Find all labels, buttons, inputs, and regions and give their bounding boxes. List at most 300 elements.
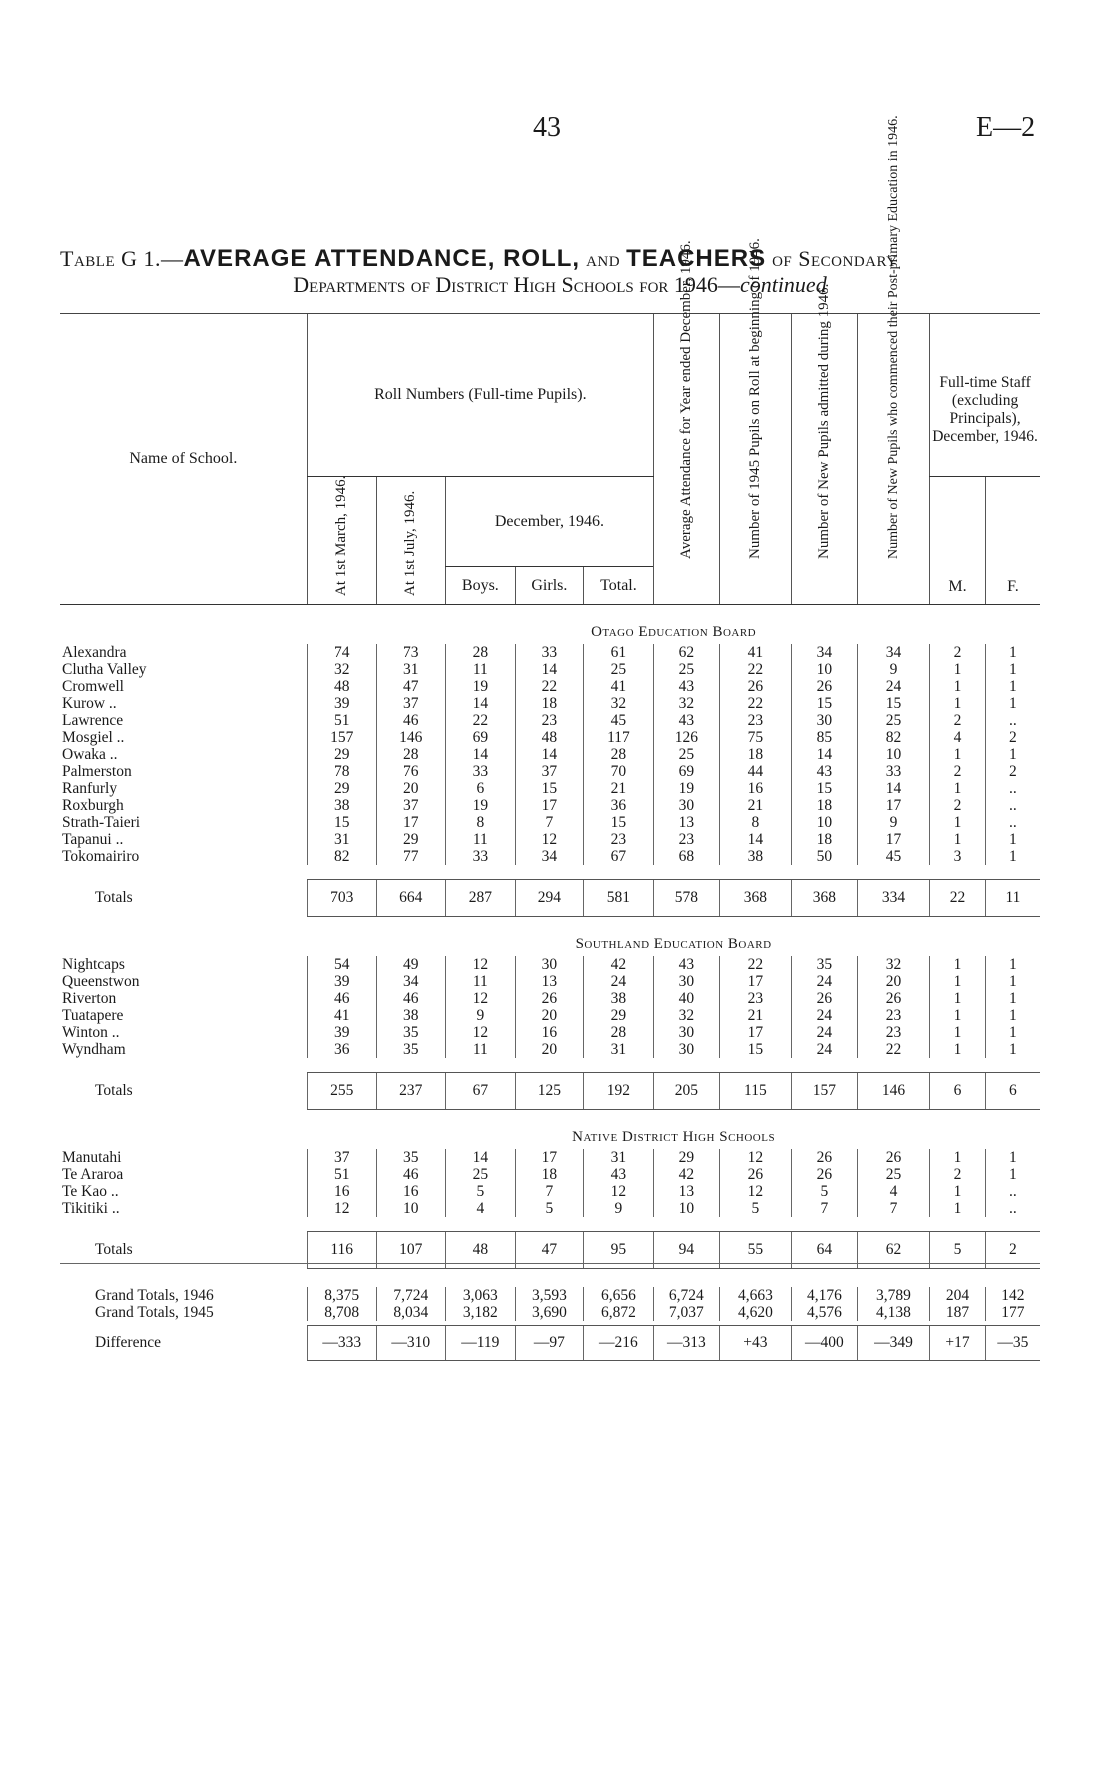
school-row <box>60 1200 1040 1217</box>
row-label: Tapanui .. <box>62 831 124 848</box>
cell: 1 <box>930 1183 986 1200</box>
cell: 255 <box>307 1073 376 1110</box>
cell: 107 <box>376 1232 445 1269</box>
cell: 157 <box>307 729 376 746</box>
cell: 48 <box>307 678 376 695</box>
cell: —333 <box>307 1326 376 1361</box>
cell: 334 <box>857 880 929 917</box>
cell: 1 <box>930 831 986 848</box>
cell: 39 <box>307 1024 376 1041</box>
cell: 126 <box>654 729 720 746</box>
section-heading <box>60 605 1040 645</box>
cell: 9 <box>583 1200 653 1217</box>
cell: 12 <box>445 990 515 1007</box>
cell: 3,063 <box>445 1287 515 1304</box>
cell: 5 <box>792 1183 858 1200</box>
cell: 20 <box>515 1007 583 1024</box>
header-school-name: Name of School. <box>60 314 307 605</box>
cell: 77 <box>376 848 445 865</box>
cell: 14 <box>445 746 515 763</box>
cell: 14 <box>515 661 583 678</box>
cell: 5 <box>930 1232 986 1269</box>
cell: 21 <box>583 780 653 797</box>
cell: 14 <box>792 746 858 763</box>
cell: 6,872 <box>583 1304 653 1321</box>
cell: 1 <box>985 695 1040 712</box>
cell: 14 <box>857 780 929 797</box>
section-spacer <box>60 917 307 957</box>
cell: 95 <box>583 1232 653 1269</box>
header-march: At 1st March, 1946. <box>307 477 376 605</box>
cell: +17 <box>930 1326 986 1361</box>
subtitle-continued: continued <box>739 272 827 297</box>
cell: 7,037 <box>654 1304 720 1321</box>
row-label: Queenstwon <box>62 973 140 990</box>
cell: 1 <box>930 695 986 712</box>
cell: 41 <box>307 1007 376 1024</box>
school-row <box>60 746 1040 763</box>
cell: 64 <box>792 1232 858 1269</box>
header-december: December, 1946. <box>445 477 653 567</box>
row-label: Mosgiel .. <box>62 729 125 746</box>
title-and: and <box>586 246 621 271</box>
cell: 45 <box>857 848 929 865</box>
cell: 50 <box>792 848 858 865</box>
cell: 1 <box>930 678 986 695</box>
cell: 1 <box>985 973 1040 990</box>
school-row <box>60 797 1040 814</box>
cell: 76 <box>376 763 445 780</box>
cell: 44 <box>719 763 791 780</box>
school-row <box>60 780 1040 797</box>
cell: 48 <box>515 729 583 746</box>
cell: 8,034 <box>376 1304 445 1321</box>
cell: 6 <box>985 1073 1040 1110</box>
section-title: Otago Education Board <box>591 624 757 640</box>
cell: 42 <box>583 956 653 973</box>
cell: —313 <box>654 1326 720 1361</box>
cell: 34 <box>857 644 929 661</box>
cell: —216 <box>583 1326 653 1361</box>
cell: 1 <box>930 1007 986 1024</box>
cell: 1 <box>985 956 1040 973</box>
cell: 5 <box>719 1200 791 1217</box>
row-label: Owaka .. <box>62 746 118 763</box>
school-row <box>60 1024 1040 1041</box>
cell: 25 <box>654 746 720 763</box>
cell: 24 <box>792 1007 858 1024</box>
cell: 20 <box>515 1041 583 1058</box>
cell: 46 <box>376 712 445 729</box>
cell: 22 <box>719 695 791 712</box>
cell: .. <box>985 814 1040 831</box>
cell: 34 <box>792 644 858 661</box>
cell: 39 <box>307 695 376 712</box>
cell: 51 <box>307 712 376 729</box>
cell: 14 <box>445 695 515 712</box>
cell: 3,593 <box>515 1287 583 1304</box>
row-label: Ranfurly <box>62 780 118 797</box>
cell: 32 <box>654 695 720 712</box>
totals-row <box>60 880 1040 917</box>
school-row <box>60 990 1040 1007</box>
cell: 8 <box>719 814 791 831</box>
cell: 1 <box>985 990 1040 1007</box>
cell: 115 <box>719 1073 791 1110</box>
cell: 29 <box>376 831 445 848</box>
cell: —310 <box>376 1326 445 1361</box>
cell: 15 <box>792 695 858 712</box>
cell: .. <box>985 712 1040 729</box>
cell: 69 <box>445 729 515 746</box>
school-row <box>60 1041 1040 1058</box>
cell: 37 <box>515 763 583 780</box>
cell: 55 <box>719 1232 791 1269</box>
cell: 12 <box>719 1149 791 1166</box>
cell: 67 <box>445 1073 515 1110</box>
cell: 11 <box>445 973 515 990</box>
cell: 28 <box>583 746 653 763</box>
cell: 1 <box>985 746 1040 763</box>
school-row <box>60 712 1040 729</box>
row-label: Wyndham <box>62 1041 126 1058</box>
cell: —349 <box>857 1326 929 1361</box>
cell: 38 <box>583 990 653 1007</box>
cell: 578 <box>654 880 720 917</box>
cell: 21 <box>719 1007 791 1024</box>
cell: 4,663 <box>719 1287 791 1304</box>
cell: 10 <box>792 661 858 678</box>
header-roll-group: Roll Numbers (Full-time Pupils). <box>307 314 653 477</box>
cell: 23 <box>857 1007 929 1024</box>
cell: 15 <box>792 780 858 797</box>
cell: 1 <box>985 1149 1040 1166</box>
cell: 29 <box>307 780 376 797</box>
cell: —400 <box>792 1326 858 1361</box>
cell: 6,724 <box>654 1287 720 1304</box>
cell: 12 <box>719 1183 791 1200</box>
cell: 581 <box>583 880 653 917</box>
cell: 54 <box>307 956 376 973</box>
cell: 32 <box>857 956 929 973</box>
cell: .. <box>985 780 1040 797</box>
cell: 41 <box>583 678 653 695</box>
cell: 34 <box>515 848 583 865</box>
row-label: Strath-Taieri <box>62 814 141 831</box>
cell: 26 <box>719 1166 791 1183</box>
cell: 157 <box>792 1073 858 1110</box>
cell: 16 <box>515 1024 583 1041</box>
cell: 23 <box>719 712 791 729</box>
cell: 11 <box>445 661 515 678</box>
page-reference: E—2 <box>976 112 1036 143</box>
cell: 34 <box>376 973 445 990</box>
school-row <box>60 729 1040 746</box>
school-row <box>60 763 1040 780</box>
cell: 26 <box>857 990 929 1007</box>
school-row <box>60 695 1040 712</box>
cell: 7 <box>792 1200 858 1217</box>
header-july: At 1st July, 1946. <box>376 477 445 605</box>
cell: .. <box>985 1200 1040 1217</box>
cell: 51 <box>307 1166 376 1183</box>
table-title <box>60 245 1060 273</box>
cell: 4,138 <box>857 1304 929 1321</box>
cell: 28 <box>376 746 445 763</box>
row-label: Totals <box>95 1241 133 1258</box>
cell: 3,690 <box>515 1304 583 1321</box>
cell: 31 <box>583 1041 653 1058</box>
section-heading <box>60 1110 1040 1150</box>
school-row <box>60 973 1040 990</box>
cell: 1 <box>985 831 1040 848</box>
header-roll-1945: Number of 1945 Pupils on Roll at beginning of 1946. <box>719 314 791 605</box>
cell: 22 <box>857 1041 929 1058</box>
cell: 23 <box>515 712 583 729</box>
cell: 16 <box>719 780 791 797</box>
cell: 22 <box>719 661 791 678</box>
cell: 11 <box>445 1041 515 1058</box>
cell: 15 <box>857 695 929 712</box>
row-label: Tokomairiro <box>62 848 140 865</box>
cell: 177 <box>985 1304 1040 1321</box>
cell: 31 <box>307 831 376 848</box>
cell: 7 <box>515 1183 583 1200</box>
cell: 1 <box>930 990 986 1007</box>
school-row <box>60 1007 1040 1024</box>
row-label: Tuatapere <box>62 1007 124 1024</box>
cell: 15 <box>515 780 583 797</box>
header-girls: Girls. <box>515 567 583 605</box>
row-label: Riverton <box>62 990 117 1007</box>
cell: 33 <box>857 763 929 780</box>
cell: +43 <box>719 1326 791 1361</box>
cell: 22 <box>515 678 583 695</box>
cell: 11 <box>985 880 1040 917</box>
title-bold-1: AVERAGE ATTENDANCE, ROLL, <box>183 245 581 272</box>
cell: 19 <box>654 780 720 797</box>
cell: 33 <box>445 763 515 780</box>
cell: 5 <box>515 1200 583 1217</box>
cell: 18 <box>719 746 791 763</box>
cell: 1 <box>930 956 986 973</box>
school-row <box>60 1183 1040 1200</box>
spacer-row <box>60 1269 1040 1288</box>
cell: 17 <box>719 1024 791 1041</box>
cell: 2 <box>985 763 1040 780</box>
cell: 4,576 <box>792 1304 858 1321</box>
title-bold-2: TEACHERS <box>626 245 767 272</box>
cell: 48 <box>445 1232 515 1269</box>
cell: 69 <box>654 763 720 780</box>
cell: 29 <box>307 746 376 763</box>
school-row <box>60 644 1040 661</box>
cell: 41 <box>719 644 791 661</box>
cell: 4 <box>857 1183 929 1200</box>
school-row <box>60 831 1040 848</box>
cell: 1 <box>930 780 986 797</box>
cell: 38 <box>376 1007 445 1024</box>
cell: 22 <box>930 880 986 917</box>
row-label: Roxburgh <box>62 797 124 814</box>
cell: 2 <box>930 797 986 814</box>
cell: 30 <box>654 1041 720 1058</box>
row-label: Grand Totals, 1945 <box>95 1304 214 1321</box>
school-row <box>60 678 1040 695</box>
cell: 4,620 <box>719 1304 791 1321</box>
cell: 30 <box>654 797 720 814</box>
cell: 6 <box>930 1073 986 1110</box>
cell: 24 <box>857 678 929 695</box>
cell: 14 <box>445 1149 515 1166</box>
cell: 30 <box>654 973 720 990</box>
cell: 4,176 <box>792 1287 858 1304</box>
row-label: Te Kao .. <box>62 1183 119 1200</box>
cell: 40 <box>654 990 720 1007</box>
cell: 42 <box>654 1166 720 1183</box>
cell: 73 <box>376 644 445 661</box>
grand-totals-row <box>60 1287 1040 1304</box>
cell: 1 <box>930 814 986 831</box>
cell: 36 <box>307 1041 376 1058</box>
cell: 12 <box>583 1183 653 1200</box>
cell: 62 <box>654 644 720 661</box>
cell: 2 <box>930 644 986 661</box>
cell: 43 <box>654 678 720 695</box>
cell: 7 <box>857 1200 929 1217</box>
cell: 7 <box>515 814 583 831</box>
row-label: Difference <box>95 1334 161 1351</box>
cell: 205 <box>654 1073 720 1110</box>
cell: 12 <box>307 1200 376 1217</box>
cell: 46 <box>376 1166 445 1183</box>
row-label: Te Araroa <box>62 1166 124 1183</box>
cell: 9 <box>445 1007 515 1024</box>
cell: 14 <box>719 831 791 848</box>
cell: 19 <box>445 678 515 695</box>
cell: 67 <box>583 848 653 865</box>
cell: 8 <box>445 814 515 831</box>
cell: 2 <box>930 763 986 780</box>
cell: 1 <box>930 1024 986 1041</box>
cell: 26 <box>515 990 583 1007</box>
cell: 32 <box>307 661 376 678</box>
school-row <box>60 848 1040 865</box>
title-prefix: Table G 1.— <box>60 246 184 271</box>
cell: —119 <box>445 1326 515 1361</box>
section-title: Native District High Schools <box>572 1129 776 1145</box>
cell: 26 <box>792 1149 858 1166</box>
cell: 7,724 <box>376 1287 445 1304</box>
cell: 8,708 <box>307 1304 376 1321</box>
school-row <box>60 814 1040 831</box>
cell: 17 <box>719 973 791 990</box>
cell: 204 <box>930 1287 986 1304</box>
cell: 1 <box>930 661 986 678</box>
cell: 31 <box>583 1149 653 1166</box>
spacer-row <box>60 1058 1040 1073</box>
cell: 9 <box>857 814 929 831</box>
cell: .. <box>985 1183 1040 1200</box>
cell: 287 <box>445 880 515 917</box>
spacer <box>60 865 1040 880</box>
cell: 25 <box>654 661 720 678</box>
cell: 29 <box>583 1007 653 1024</box>
cell: 94 <box>654 1232 720 1269</box>
cell: 26 <box>857 1149 929 1166</box>
cell: 23 <box>719 990 791 1007</box>
cell: 25 <box>445 1166 515 1183</box>
cell: —97 <box>515 1326 583 1361</box>
cell: 35 <box>376 1041 445 1058</box>
cell: 38 <box>719 848 791 865</box>
table-subtitle <box>60 272 1060 298</box>
spacer-row <box>60 1217 1040 1232</box>
cell: 25 <box>583 661 653 678</box>
cell: 30 <box>515 956 583 973</box>
cell: 6,656 <box>583 1287 653 1304</box>
cell: 37 <box>307 1149 376 1166</box>
cell: 74 <box>307 644 376 661</box>
cell: 26 <box>792 1166 858 1183</box>
cell: 39 <box>307 973 376 990</box>
row-label: Palmerston <box>62 763 132 780</box>
cell: 17 <box>515 797 583 814</box>
section-title: Southland Education Board <box>575 936 772 952</box>
cell: 28 <box>583 1024 653 1041</box>
cell: 20 <box>376 780 445 797</box>
cell: 1 <box>985 661 1040 678</box>
cell: 1 <box>930 1200 986 1217</box>
cell: 8,375 <box>307 1287 376 1304</box>
cell: 32 <box>654 1007 720 1024</box>
cell: 22 <box>719 956 791 973</box>
cell: 24 <box>583 973 653 990</box>
cell: 43 <box>583 1166 653 1183</box>
cell: 43 <box>654 712 720 729</box>
row-label: Lawrence <box>62 712 124 729</box>
cell: 4 <box>445 1200 515 1217</box>
grand-totals-row <box>60 1304 1040 1321</box>
cell: 15 <box>719 1041 791 1058</box>
spacer-row <box>60 865 1040 880</box>
cell: 1 <box>930 973 986 990</box>
cell: 368 <box>792 880 858 917</box>
cell: 17 <box>515 1149 583 1166</box>
cell: 2 <box>930 712 986 729</box>
cell: 33 <box>515 644 583 661</box>
cell: 12 <box>445 1024 515 1041</box>
row-label: Alexandra <box>62 644 127 661</box>
cell: 21 <box>719 797 791 814</box>
cell: 37 <box>376 695 445 712</box>
cell: 125 <box>515 1073 583 1110</box>
cell: 146 <box>857 1073 929 1110</box>
header-m: M. <box>930 477 986 605</box>
cell: 4 <box>930 729 986 746</box>
cell: 294 <box>515 880 583 917</box>
school-row <box>60 661 1040 678</box>
cell: 12 <box>515 831 583 848</box>
cell: 24 <box>792 973 858 990</box>
cell: —35 <box>985 1326 1040 1361</box>
cell: 43 <box>792 763 858 780</box>
row-label: Grand Totals, 1946 <box>95 1287 214 1304</box>
cell: 3 <box>930 848 986 865</box>
spacer <box>60 1058 1040 1073</box>
spacer <box>60 1269 1040 1288</box>
cell: 1 <box>930 1149 986 1166</box>
